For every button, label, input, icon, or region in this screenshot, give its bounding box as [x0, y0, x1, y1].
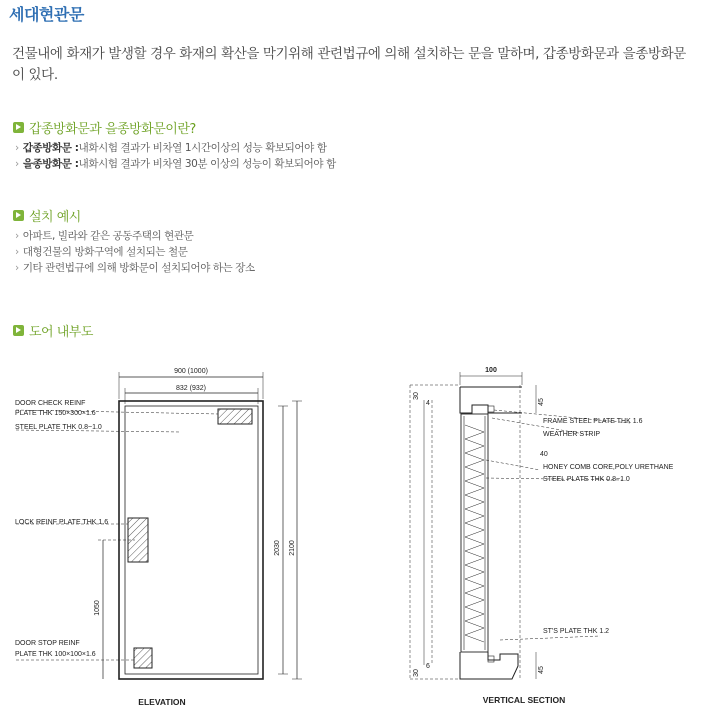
door-drawings [0, 340, 705, 721]
arrow-bullet-icon [13, 210, 24, 221]
intro-text: 건물내에 화재가 발생할 경우 화재의 확산을 막기위해 관련법규에 의해 설치하는 문을 말하며, 갑종방화문과 을종방화문이 있다. [12, 46, 686, 83]
label-door-stop: DOOR STOP REINF [15, 640, 80, 647]
term-label: 을종방화문 : [22, 158, 79, 170]
section-caption: VERTICAL SECTION [482, 695, 566, 705]
label-steel-plate: STEEL PLATE THK 0.8~1.0 [15, 424, 102, 431]
dim-inner-height: 2030 [274, 540, 281, 556]
dim-outer-height: 2100 [289, 540, 296, 556]
term-desc: 내화시험 결과가 비차열 30분 이상의 성능이 확보되어야 함 [78, 158, 336, 170]
label-section-steel-plate: STEEL PLATE THK 0.8~1.0 [543, 476, 630, 483]
elevation-caption: ELEVATION [138, 697, 186, 707]
section-heading-text: 도어 내부도 [29, 325, 93, 340]
section-heading-install-examples [13, 206, 81, 225]
section-heading-text: 설치 예시 [29, 210, 81, 225]
label-door-check: DOOR CHECK REINF [15, 400, 86, 407]
dim-30-top: 30 [413, 392, 420, 400]
list-item: › 갑종방화문 : 내화시험 결과가 비차열 1시간이상의 성능 확보되어야 함 [15, 142, 327, 154]
door-check-reinf [218, 409, 252, 424]
label-door-check-size: PLATE THK 150×300×1.6 [15, 410, 96, 417]
dim-45-bottom: 45 [538, 666, 545, 674]
section-heading-door-internal [13, 321, 93, 340]
label-frame-steel: FRAME STEEL PLATE THK 1.6 [543, 418, 643, 425]
fire-door-type-list [15, 140, 336, 172]
label-door-stop-size: PLATE THK 100×100×1.6 [15, 651, 96, 658]
list-item: › 을종방화문 : 내화시험 결과가 비차열 30분 이상의 성능이 확보되어야 함 [15, 158, 336, 170]
page-title: 세대현관문 [9, 5, 84, 24]
install-example-list [15, 228, 255, 276]
dim-30-bottom: 30 [413, 669, 420, 677]
label-sts-plate: ST'S PLATE THK 1.2 [543, 628, 610, 635]
arrow-bullet-icon [13, 325, 24, 336]
dim-6: 6 [426, 663, 430, 670]
door-stop-reinf [134, 648, 152, 668]
section-heading-fire-door-types [13, 118, 196, 137]
label-lock-reinf: LOCK REINF PLATE THK 1.6 [15, 519, 109, 526]
dim-40: 40 [540, 451, 548, 458]
section-heading-text: 갑종방화문과 을종방화문이란? [29, 122, 196, 137]
label-honeycomb: HONEY COMB CORE,POLY URETHANE [543, 464, 674, 471]
list-item: › 아파트, 빌라와 같은 공동주택의 현관문 [15, 230, 194, 242]
label-weather-strip: WEATHER STRIP [543, 431, 601, 438]
term-label: 갑종방화문 : [22, 142, 79, 154]
term-desc: 내화시험 결과가 비차열 1시간이상의 성능 확보되어야 함 [78, 142, 327, 154]
dim-45-top: 45 [538, 398, 545, 406]
arrow-bullet-icon [13, 122, 24, 133]
list-item: › 대형건물의 방화구역에 설치되는 철문 [15, 246, 188, 258]
dim-lock-height: 1050 [94, 600, 101, 616]
dim-inner-width: 832 (932) [176, 385, 206, 392]
dim-section-top: 100 [485, 367, 497, 374]
dim-4: 4 [426, 400, 430, 407]
list-item: › 기타 관련법규에 의해 방화문이 설치되어야 하는 장소 [15, 262, 255, 274]
dim-outer-width: 900 (1000) [174, 368, 208, 375]
